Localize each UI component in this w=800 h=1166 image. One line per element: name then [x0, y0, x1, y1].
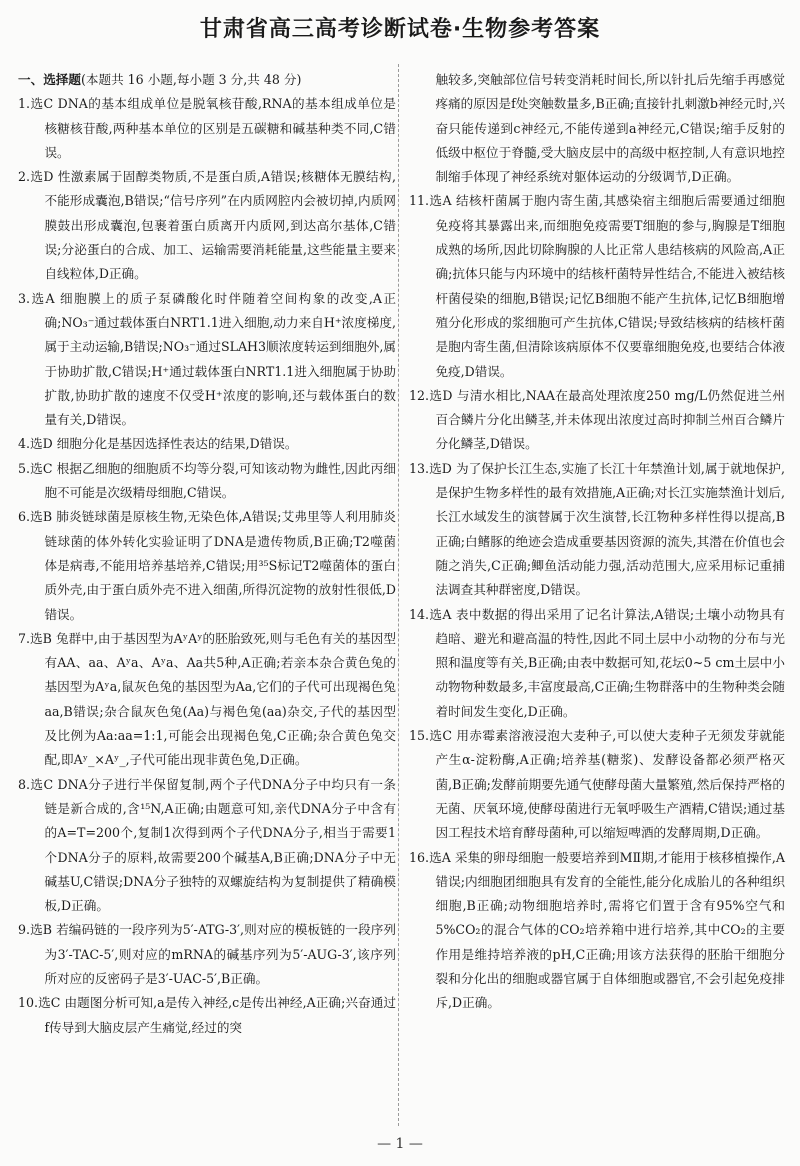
answer-item-16: 16.选A 采集的卵母细胞一般要培养到MⅡ期,才能用于核移植操作,A错误;内细胞团细胞具有发育的全能性,能分化成胎儿的各种组织细胞,B正确;动物细胞培养时,需将它们置于含有95%空气和5%CO₂的混合气体的CO₂培养箱中进行培养,其中CO₂的主要作用是维持培养液的pH,C正确;用该方法获得的胚胎干细胞分裂和分化出的细胞或器官属于自体细胞或器官,不会引起免疫排斥,D正确。: [409, 849, 785, 1011]
answer-item-4: 4.选D 细胞分化是基因选择性表达的结果,D错误。: [18, 436, 298, 452]
answer-item-3: 3.选A 细胞膜上的质子泵磷酸化时伴随着空间构象的改变,A正确;NO₃⁻通过载体蛋白NRT1.1进入细胞,动力来自H⁺浓度梯度,属于主动运输,B错误;NO₃⁻通过SLAH3顺浓度转运到细胞外,属于协助扩散,C错误;H⁺通过载体蛋白NRT1.1进入细胞属于协助扩散,协助扩散的速度不仅受H⁺浓度的影响,还与载体蛋白的数量有关,D错误。: [18, 290, 396, 428]
answer-item-10: 10.选C 由题图分析可知,a是传入神经,c是传出神经,A正确;兴奋通过f传导到大脑皮层产生痛觉,经过的突: [18, 995, 396, 1035]
answer-item-12: 12.选D 与清水相比,NAA在最高处理浓度250 mg/L仍然促进兰州百合鳞片分化出鳞茎,并未体现出浓度过高时抑制兰州百合鳞片分化鳞茎,D错误。: [409, 387, 785, 452]
left-column: [18, 68, 396, 1040]
page-title: 甘肃省高三高考诊断试卷·生物参考答案: [199, 17, 601, 42]
right-column: [409, 68, 785, 1016]
section-note: (本题共 16 小题,每小题 3 分,共 48 分): [80, 72, 302, 87]
section-heading: 一、选择题: [18, 72, 81, 87]
column-divider: [398, 64, 399, 1126]
answer-item-11: 11.选A 结核杆菌属于胞内寄生菌,其感染宿主细胞后需要通过细胞免疫将其暴露出来,而细胞免疫需要T细胞的参与,胸腺是T细胞成熟的场所,因此切除胸腺的人比正常人患结核病的风险高,A正确;抗体只能与内环境中的结核杆菌特异性结合,不能进入被结核杆菌侵染的细胞,B错误;记忆B细胞不能产生抗体,记忆B细胞增殖分化形成的浆细胞可产生抗体,C错误;导致结核病的结核杆菌是胞内寄生菌,但清除该病原体不仅要靠细胞免疫,也要结合体液免疫,D错误。: [409, 193, 785, 379]
answer-item-1: 1.选C DNA的基本组成单位是脱氧核苷酸,RNA的基本组成单位是核糖核苷酸,两种基本单位的区别是五碳糖和碱基种类不同,C错误。: [18, 96, 396, 160]
answer-item-2: 2.选D 性激素属于固醇类物质,不是蛋白质,A错误;核糖体无膜结构,不能形成囊泡,B错误;“信号序列”在内质网腔内会被切掉,内质网膜鼓出形成囊泡,包裹着蛋白质离开内质网,到达高尔基体,C错误;分泌蛋白的合成、加工、运输需要消耗能量,这些能量主要来自线粒体,D正确。: [18, 169, 396, 282]
answer-item-14: 14.选A 表中数据的得出采用了记名计算法,A错误;土壤小动物具有趋暗、避光和避高温的特性,因此不同土层中小动物的分布与光照和温度等有关,B正确;由表中数据可知,花坛0~5 cm土层中小动物物种数最多,丰富度最高,C正确;生物群落中的生物种类会随着时间发生变化,D正确。: [409, 606, 785, 719]
answer-item-7: 7.选B 兔群中,由于基因型为AʸAʸ的胚胎致死,则与毛色有关的基因型有AA、aa、Aʸa、Aʸa、Aa共5种,A正确;若亲本杂合黄色兔的基因型为Aʸa,鼠灰色兔的基因型为Aa,它们的子代可出现褐色兔aa,B错误;杂合鼠灰色兔(Aa)与褐色兔(aa)杂交,子代的基因型及比例为Aa:aa=1:1,可能会出现褐色兔,C正确;杂合黄色兔交配,即Aʸ_×Aʸ_,子代可能出现非黄色兔,D正确。: [18, 630, 396, 768]
answer-item-8: 8.选C DNA分子进行半保留复制,两个子代DNA分子中均只有一条链是新合成的,含¹⁵N,A正确;由题意可知,亲代DNA分子中含有的A=T=200个,复制1次得到两个子代DNA分子,相当于需要1个DNA分子的原料,故需要200个碱基A,B正确;DNA分子中无碱基U,C错误;DNA分子独特的双螺旋结构为复制提供了精确模板,D正确。: [18, 776, 396, 914]
answer-item-9: 9.选B 若编码链的一段序列为5′-ATG-3′,则对应的模板链的一段序列为3′-TAC-5′,则对应的mRNA的碱基序列为5′-AUG-3′,该序列所对应的反密码子是3′-UAC-5′,B正确。: [18, 922, 396, 986]
answer-item-5: 5.选C 根据乙细胞的细胞质不均等分裂,可知该动物为雌性,因此丙细胞不可能是次级精母细胞,C错误。: [18, 460, 396, 501]
answer-item-13: 13.选D 为了保护长江生态,实施了长江十年禁渔计划,属于就地保护,是保护生物多样性的最有效措施,A正确;对长江实施禁渔计划后,长江水域发生的演替属于次生演替,长江物种多样性得以提高,B正确;白鳍豚的绝迹会造成重要基因资源的流失,其潜在价值也会随之消失,C正确;鲫鱼活动能力强,活动范围大,应采用标记重捕法调查其种群密度,D错误。: [409, 460, 785, 598]
section-header: [18, 68, 396, 92]
page-number: — 1 —: [377, 1136, 423, 1152]
answer-item-15: 15.选C 用赤霉素溶液浸泡大麦种子,可以使大麦种子无须发芽就能产生α-淀粉酶,A正确;培养基(糖浆)、发酵设备都必须严格灭菌,B正确;发酵前期要先通气使酵母菌大量繁殖,然后保持严格的无菌、厌氧环境,使酵母菌进行无氧呼吸生产酒精,C错误;通过基因工程技术培育酵母菌种,可以缩短啤酒的发酵周期,D正确。: [409, 728, 785, 841]
answer-item-6: 6.选B 肺炎链球菌是原核生物,无染色体,A错误;艾弗里等人利用肺炎链球菌的体外转化实验证明了DNA是遗传物质,B正确;T2噬菌体是病毒,不能用培养基培养,C错误;用³⁵S标记T2噬菌体的蛋白质外壳,由于蛋白质外壳不进入细菌,所得沉淀物的放射性很低,D错误。: [18, 509, 396, 622]
answer-item-10-continuation: 触较多,突触部位信号转变消耗时间长,所以针扎后先缩手再感觉疼痛的原因是f处突触数量多,B正确;直接针扎刺激b神经元时,兴奋只能传递到c神经元,不能传递到a神经元,C错误;缩手反射的低级中枢位于脊髓,受大脑皮层中的高级中枢控制,人有意识地控制缩手体现了神经系统对躯体运动的分级调节,D正确。: [435, 72, 785, 185]
